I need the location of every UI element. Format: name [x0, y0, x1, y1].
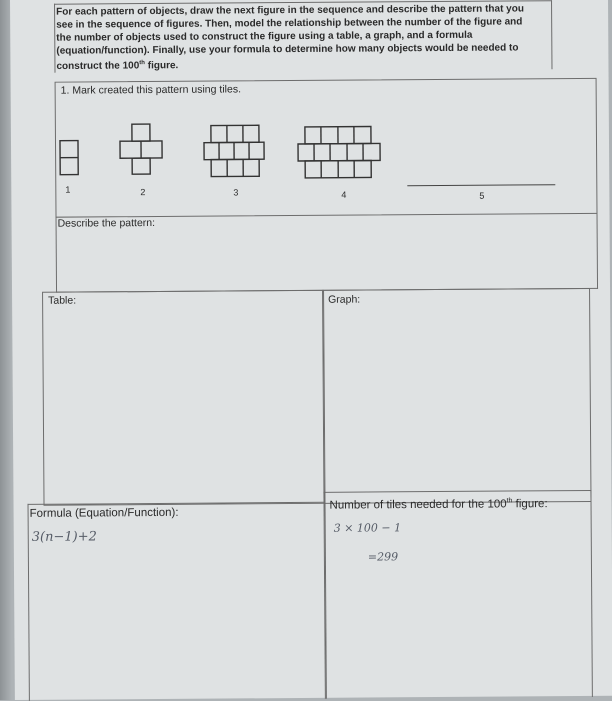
figure-3-tiles — [203, 124, 265, 178]
figure-2-tiles — [119, 123, 163, 175]
figure-5-label: 5 — [479, 191, 484, 201]
graph-box — [322, 288, 591, 504]
table-box — [42, 290, 325, 506]
worksheet-page — [10, 0, 612, 700]
graph-label: Graph: — [328, 294, 360, 306]
problem-title: 1. Mark created this pattern using tiles. — [61, 83, 241, 96]
describe-label: Describe the pattern: — [58, 217, 156, 230]
instructions-line-4: (equation/function). Finally, use your formula to determine how many objects would be needed to — [56, 41, 546, 57]
tiles-needed-label: Number of tiles needed for the 100th figure: — [329, 497, 547, 511]
figure-4-label: 4 — [341, 190, 346, 200]
table-label: Table: — [48, 295, 76, 307]
figure-1-tiles — [59, 140, 79, 176]
instructions-line-2: see in the sequence of figures. Then, model the relationship between the number of the figure and — [56, 15, 546, 31]
figure-3-label: 3 — [233, 187, 238, 197]
tiles-work-line-1: 3 × 100 − 1 — [334, 521, 402, 534]
figure-1-label: 1 — [65, 185, 70, 195]
figure-4-tiles — [297, 125, 381, 180]
formula-answer-handwritten: 3(n−1)+2 — [32, 529, 97, 544]
formula-label: Formula (Equation/Function): — [30, 507, 179, 520]
instructions-line-1: For each pattern of objects, draw the next figure in the sequence and describe the pattern that you — [56, 2, 546, 18]
instructions-box — [54, 0, 552, 72]
instructions-line-5: construct the 100th figure. — [56, 54, 546, 73]
figure-2-label: 2 — [140, 187, 145, 197]
instructions-line-3: the number of objects used to construct the figure using a table, a graph, and a formula — [56, 28, 546, 44]
tiles-work-line-2: =299 — [368, 550, 398, 563]
